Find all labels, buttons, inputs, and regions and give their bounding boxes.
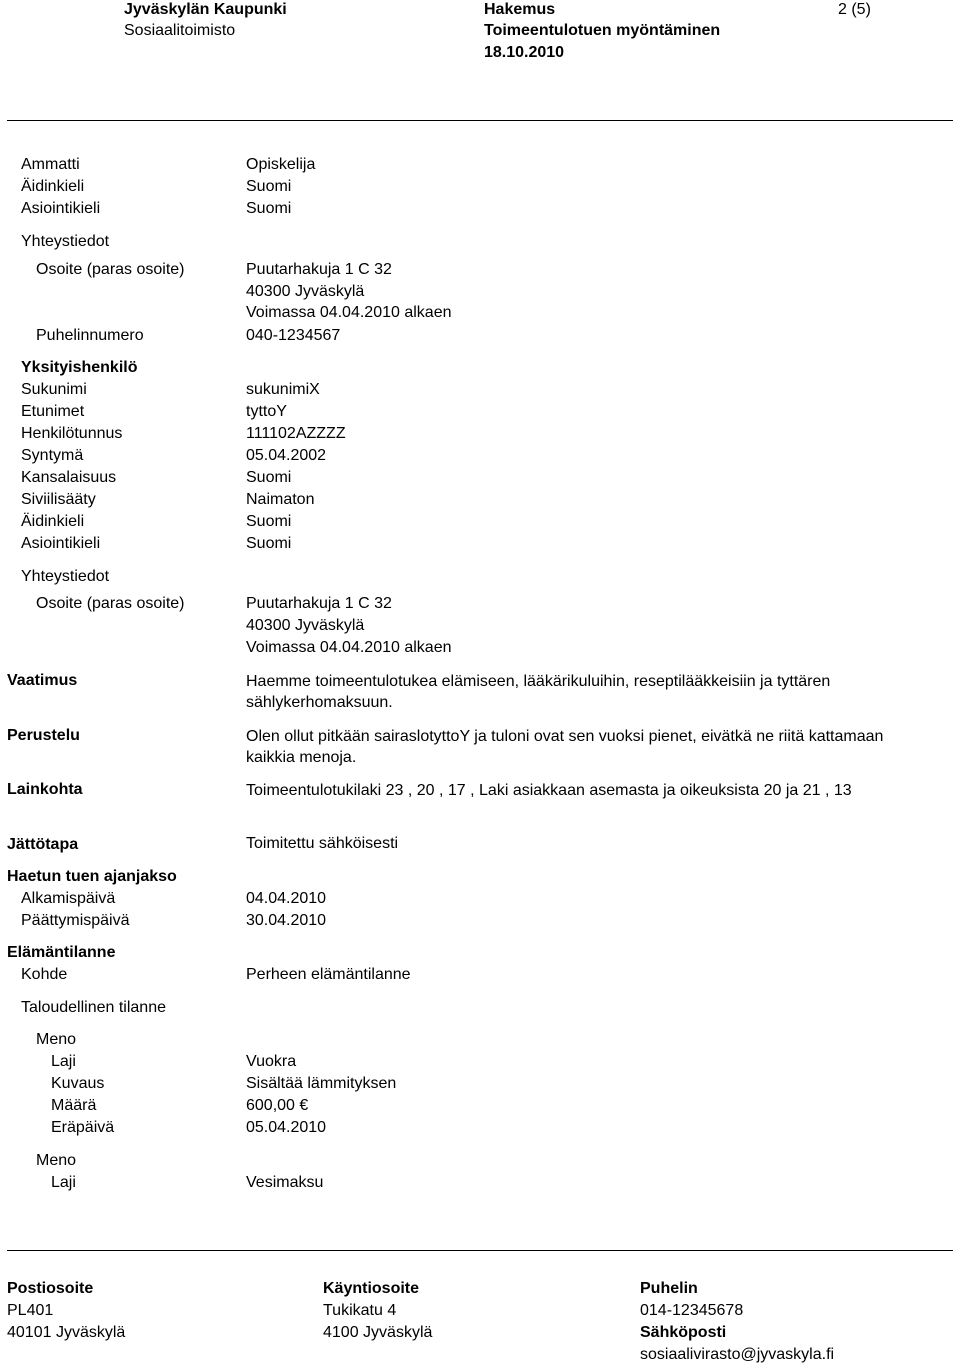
person-asiointikieli-value: Suomi bbox=[246, 535, 292, 552]
address-valid: Voimassa 04.04.2010 alkaen bbox=[246, 304, 452, 321]
syntyma-label: Syntymä bbox=[21, 447, 84, 464]
lainkohta-text: Toimeentulotukilaki 23 , 20 , 17 , Laki asiakkaan asemasta ja oikeuksista 20 ja 21 , 13 bbox=[246, 782, 852, 799]
perustelu-text: Olen ollut pitkään sairaslotyttoY ja tuloni ovat sen vuoksi pienet, eivätkä ne riitä kattamaan kaikkia menoja. bbox=[246, 728, 884, 766]
document-type: Hakemus bbox=[484, 1, 556, 18]
vaatimus-text: Haemme toimeentulotukea elämiseen, lääkärikuluihin, reseptilääkkeisiin ja tyttären sählykerhomaksuun. bbox=[246, 673, 831, 711]
address-label: Osoite (paras osoite) bbox=[36, 261, 185, 278]
header-divider bbox=[7, 120, 953, 121]
hetu-label: Henkilötunnus bbox=[21, 425, 123, 442]
meno1-laji-label: Laji bbox=[51, 1053, 76, 1070]
meno1-kuvaus-value: Sisältää lämmityksen bbox=[246, 1075, 397, 1092]
meno1-laji-value: Vuokra bbox=[246, 1053, 297, 1070]
kansalaisuus-value: Suomi bbox=[246, 469, 292, 486]
hetu-value: 111102AZZZZ bbox=[246, 425, 346, 442]
meno2-title: Meno bbox=[36, 1152, 77, 1169]
person-asiointikieli-label: Asiointikieli bbox=[21, 535, 101, 552]
lainkohta-label: Lainkohta bbox=[7, 781, 83, 798]
phone-value: 040-1234567 bbox=[246, 327, 341, 344]
footer-phone-title: Puhelin bbox=[640, 1280, 698, 1297]
econ-title: Taloudellinen tilanne bbox=[21, 999, 166, 1016]
meno2-laji-value: Vesimaksu bbox=[246, 1174, 324, 1191]
footer-divider bbox=[7, 1250, 953, 1251]
meno1-erapaiva-value: 05.04.2010 bbox=[246, 1119, 327, 1136]
alku-value: 04.04.2010 bbox=[246, 890, 327, 907]
page-number: 2 (5) bbox=[838, 1, 871, 18]
siviilisaaty-label: Siviilisääty bbox=[21, 491, 96, 508]
person-title: Yksityishenkilö bbox=[21, 359, 138, 376]
footer-visit-line2: 4100 Jyväskylä bbox=[323, 1324, 433, 1341]
asiointikieli-value: Suomi bbox=[246, 200, 292, 217]
footer-post-line2: 40101 Jyväskylä bbox=[7, 1324, 126, 1341]
sukunimi-value: sukunimiX bbox=[246, 381, 320, 398]
org-name: Jyväskylän Kaupunki bbox=[124, 1, 287, 18]
person-contact-title: Yhteystiedot bbox=[21, 568, 110, 585]
footer-post-line1: PL401 bbox=[7, 1302, 54, 1319]
person-address-label: Osoite (paras osoite) bbox=[36, 595, 185, 612]
jattotapa-value: Toimitettu sähköisesti bbox=[246, 835, 399, 852]
aidinkieli-value: Suomi bbox=[246, 178, 292, 195]
department: Sosiaalitoimisto bbox=[124, 22, 236, 39]
meno1-maara-label: Määrä bbox=[51, 1097, 97, 1114]
loppu-label: Päättymispäivä bbox=[21, 912, 130, 929]
meno1-maara-value: 600,00 € bbox=[246, 1097, 309, 1114]
person-aidinkieli-label: Äidinkieli bbox=[21, 513, 85, 530]
loppu-value: 30.04.2010 bbox=[246, 912, 327, 929]
person-address-line2: 40300 Jyväskylä bbox=[246, 617, 365, 634]
meno1-title: Meno bbox=[36, 1031, 77, 1048]
phone-label: Puhelinnumero bbox=[36, 327, 144, 344]
contact-title: Yhteystiedot bbox=[21, 233, 110, 250]
etunimet-value: tyttoY bbox=[246, 403, 287, 420]
ammatti-label: Ammatti bbox=[21, 156, 80, 173]
person-address-line1: Puutarhakuja 1 C 32 bbox=[246, 595, 392, 612]
footer-email-value[interactable]: sosiaalivirasto@jyvaskyla.fi bbox=[640, 1346, 835, 1363]
kansalaisuus-label: Kansalaisuus bbox=[21, 469, 117, 486]
footer-post-title: Postiosoite bbox=[7, 1280, 94, 1297]
document-date: 18.10.2010 bbox=[484, 44, 565, 61]
footer-visit-title: Käyntiosoite bbox=[323, 1280, 420, 1297]
meno1-erapaiva-label: Eräpäivä bbox=[51, 1119, 115, 1136]
alku-label: Alkamispäivä bbox=[21, 890, 116, 907]
ammatti-value: Opiskelija bbox=[246, 156, 316, 173]
document-subject: Toimeentulotuen myöntäminen bbox=[484, 22, 721, 39]
jattotapa-label: Jättötapa bbox=[7, 836, 79, 853]
person-address-valid: Voimassa 04.04.2010 alkaen bbox=[246, 639, 452, 656]
person-aidinkieli-value: Suomi bbox=[246, 513, 292, 530]
kohde-label: Kohde bbox=[21, 966, 68, 983]
footer-phone-value: 014-12345678 bbox=[640, 1302, 744, 1319]
aidinkieli-label: Äidinkieli bbox=[21, 178, 85, 195]
kohde-value: Perheen elämäntilanne bbox=[246, 966, 411, 983]
vaatimus-label: Vaatimus bbox=[7, 672, 78, 689]
syntyma-value: 05.04.2002 bbox=[246, 447, 327, 464]
footer-visit-line1: Tukikatu 4 bbox=[323, 1302, 397, 1319]
meno2-laji-label: Laji bbox=[51, 1174, 76, 1191]
address-line1: Puutarhakuja 1 C 32 bbox=[246, 261, 392, 278]
address-line2: 40300 Jyväskylä bbox=[246, 283, 365, 300]
asiointikieli-label: Asiointikieli bbox=[21, 200, 101, 217]
siviilisaaty-value: Naimaton bbox=[246, 491, 315, 508]
etunimet-label: Etunimet bbox=[21, 403, 85, 420]
period-title: Haetun tuen ajanjakso bbox=[7, 868, 177, 885]
sukunimi-label: Sukunimi bbox=[21, 381, 87, 398]
life-title: Elämäntilanne bbox=[7, 944, 116, 961]
meno1-kuvaus-label: Kuvaus bbox=[51, 1075, 105, 1092]
perustelu-label: Perustelu bbox=[7, 727, 80, 744]
footer-email-title: Sähköposti bbox=[640, 1324, 727, 1341]
